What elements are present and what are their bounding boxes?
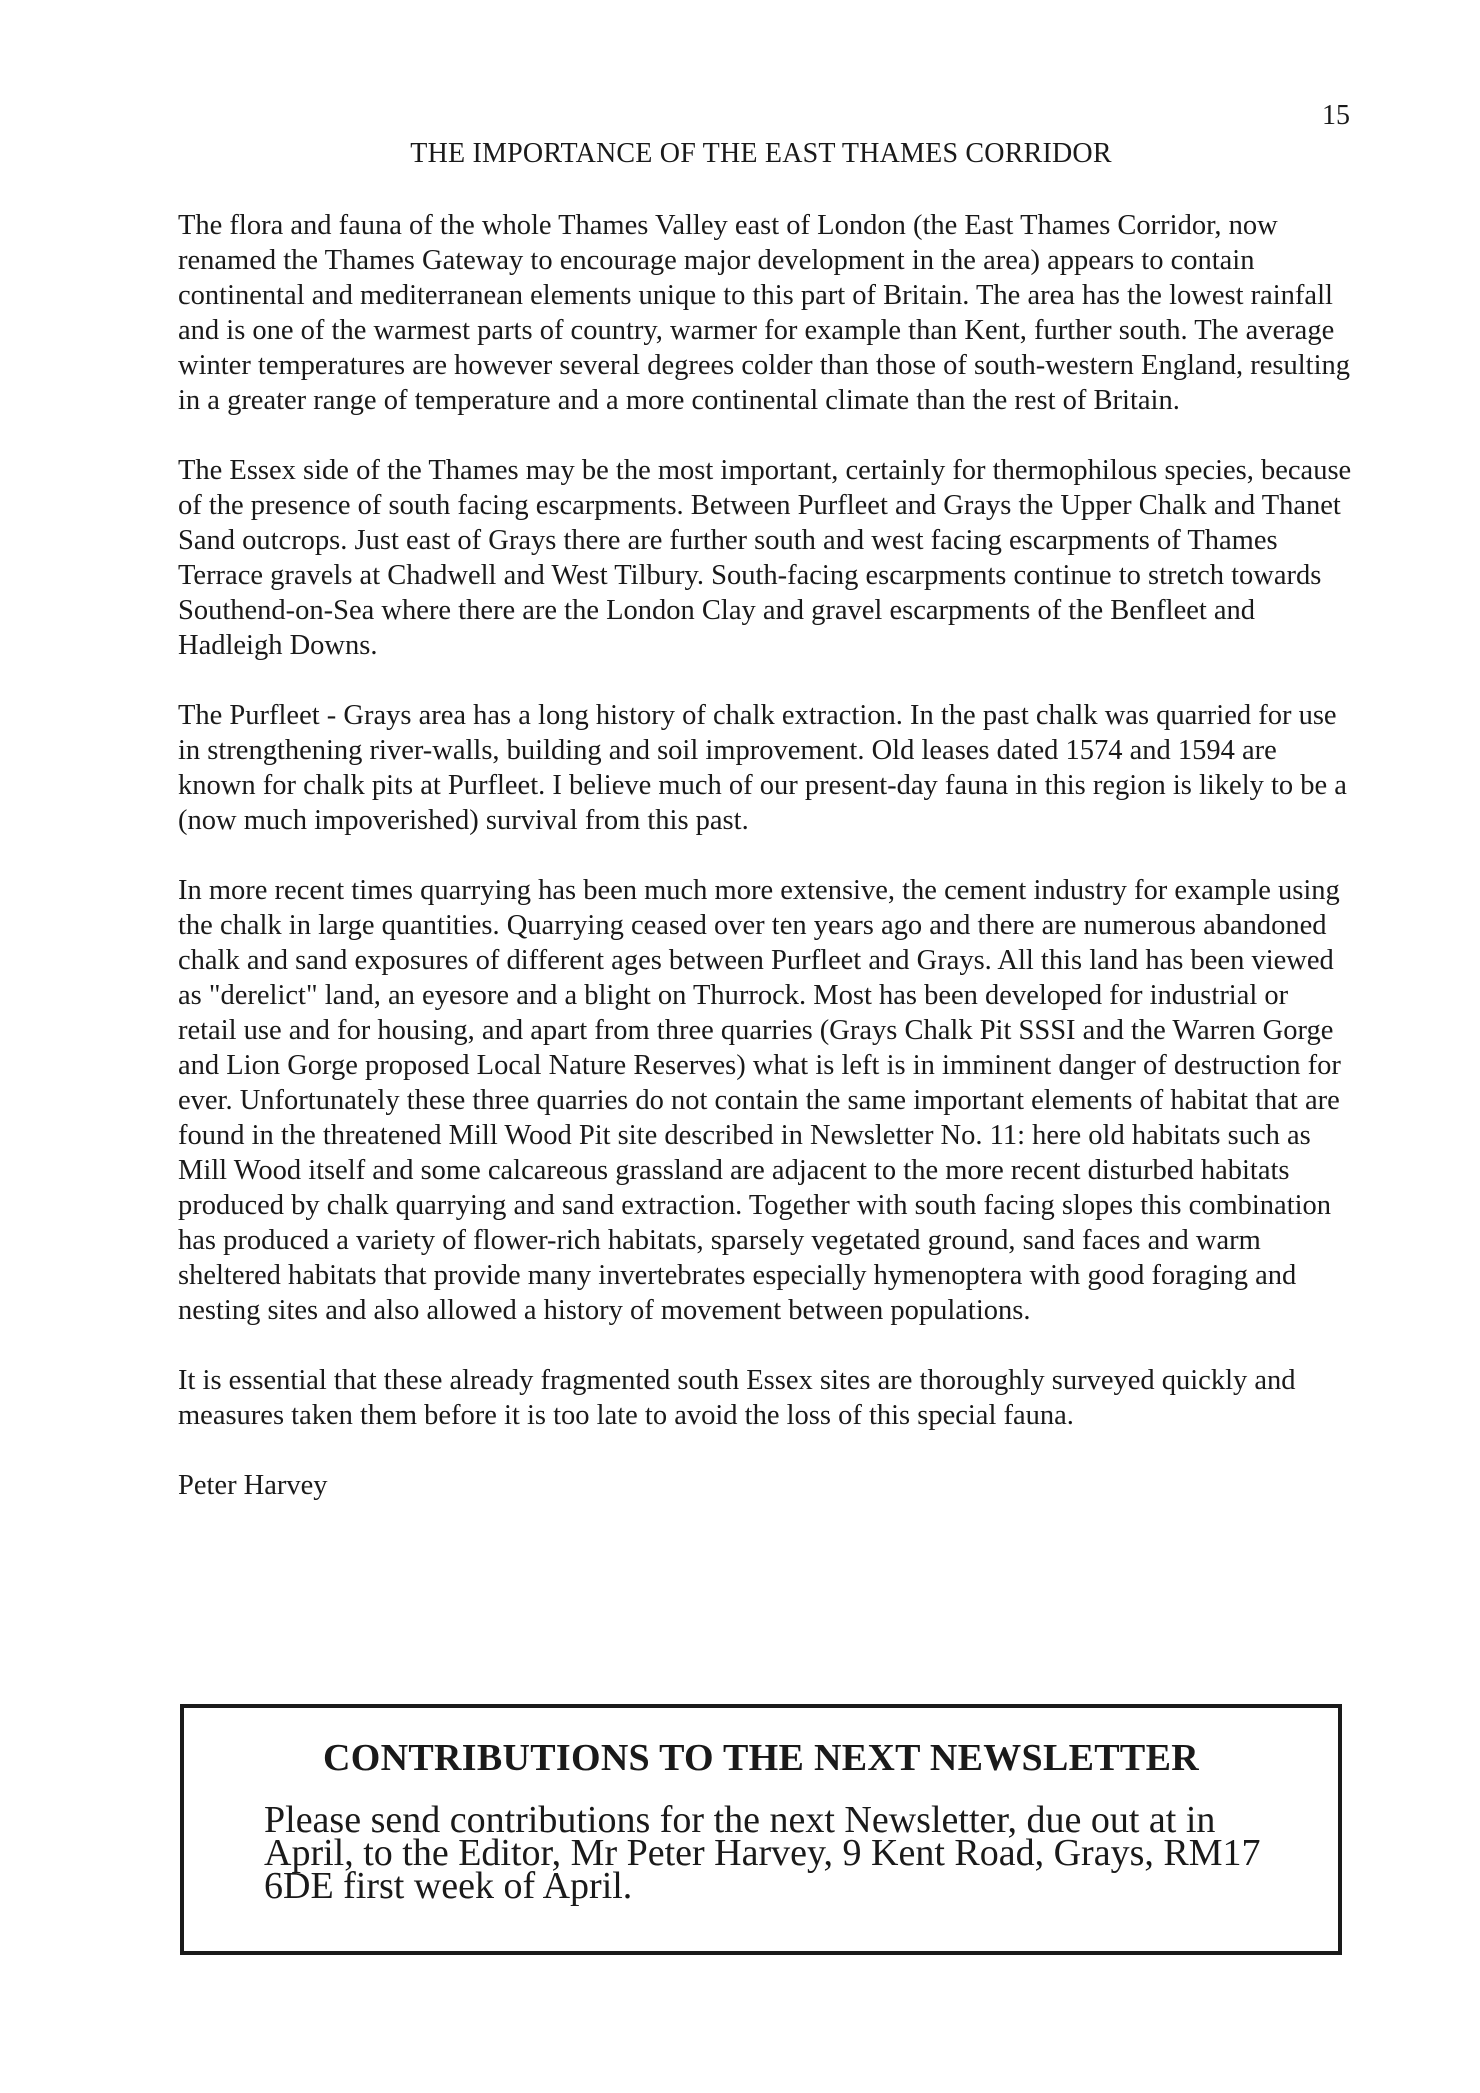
paragraph-quarrying: In more recent times quarrying has been much more extensive, the cement industry for example using the chalk in large quantities. Quarrying ceased over ten years ago and there are numerous abandoned chalk and sand exposures of different ages between Purfleet and Grays. All this land has been viewed as "derelict" land, an eyesore and a blight on Thurrock. Most has been developed for industrial or retail use and for housing, and apart from three quarries (Grays Chalk Pit SSSI and the Warren Gorge and Lion Gorge proposed Local Nature Reserves) what is left is in imminent danger of destruction for ever. Unfortunately these three quarries do not contain the same important elements of habitat that are found in the threatened Mill Wood Pit site described in Newsletter No. 11: here old habitats such as Mill Wood itself and some calcareous grassland are adjacent to the more recent disturbed habitats produced by chalk quarrying and sand extraction. Together with south facing slopes this combination has produced a variety of flower-rich habitats, sparsely vegetated ground, sand faces and warm sheltered habitats that provide many invertebrates especially hymenoptera with good foraging and nesting sites and also allowed a history of movement between populations. bbox=[178, 875, 1341, 1326]
paragraph-escarpments: The Essex side of the Thames may be the most important, certainly for thermophilous species, because of the presence of south facing escarpments. Between Purfleet and Grays the Upper Chalk and Thanet Sand outcrops. Just east of Grays there are further south and west facing escarpments of Thames Terrace gravels at Chadwell and West Tilbury. South-facing escarpments continue to stretch towards Southend-on-Sea where there are the London Clay and gravel escarpments of the Benfleet and Hadleigh Downs. bbox=[178, 455, 1352, 661]
paragraph-conclusion: It is essential that these already fragmented south Essex sites are thoroughly surveyed quickly and measures taken them before it is too late to avoid the loss of this special fauna. bbox=[178, 1365, 1296, 1431]
contributions-heading: CONTRIBUTIONS TO THE NEXT NEWSLETTER bbox=[323, 1737, 1199, 1779]
contributions-text: Please send contributions for the next Newsletter, due out at in April, to the Editor, Mr Peter Harvey, 9 Kent Road, Grays, RM17 6DE first week of April. bbox=[264, 1799, 1261, 1907]
paragraph-climate: The flora and fauna of the whole Thames Valley east of London (the East Thames Corridor, now renamed the Thames Gateway to encourage major development in the area) appears to contain continental and mediterranean elements unique to this part of Britain. The area has the lowest rainfall and is one of the warmest parts of country, warmer for example than Kent, further south. The average winter temperatures are however several degrees colder than those of south-western England, resulting in a greater range of temperature and a more continental climate than the rest of Britain. bbox=[178, 210, 1351, 416]
paragraph-chalk-history: The Purfleet - Grays area has a long history of chalk extraction. In the past chalk was quarried for use in strengthening river-walls, building and soil improvement. Old leases dated 1574 and 1594 are known for chalk pits at Purfleet. I believe much of our present-day fauna in this region is likely to be a (now much impoverished) survival from this past. bbox=[178, 700, 1347, 836]
author-signature: Peter Harvey bbox=[178, 1470, 328, 1501]
contributions-box bbox=[180, 1704, 1342, 1955]
article-title: THE IMPORTANCE OF THE EAST THAMES CORRIDOR bbox=[410, 138, 1112, 169]
article-body bbox=[178, 208, 1353, 1503]
page-number: 15 bbox=[1322, 100, 1350, 131]
